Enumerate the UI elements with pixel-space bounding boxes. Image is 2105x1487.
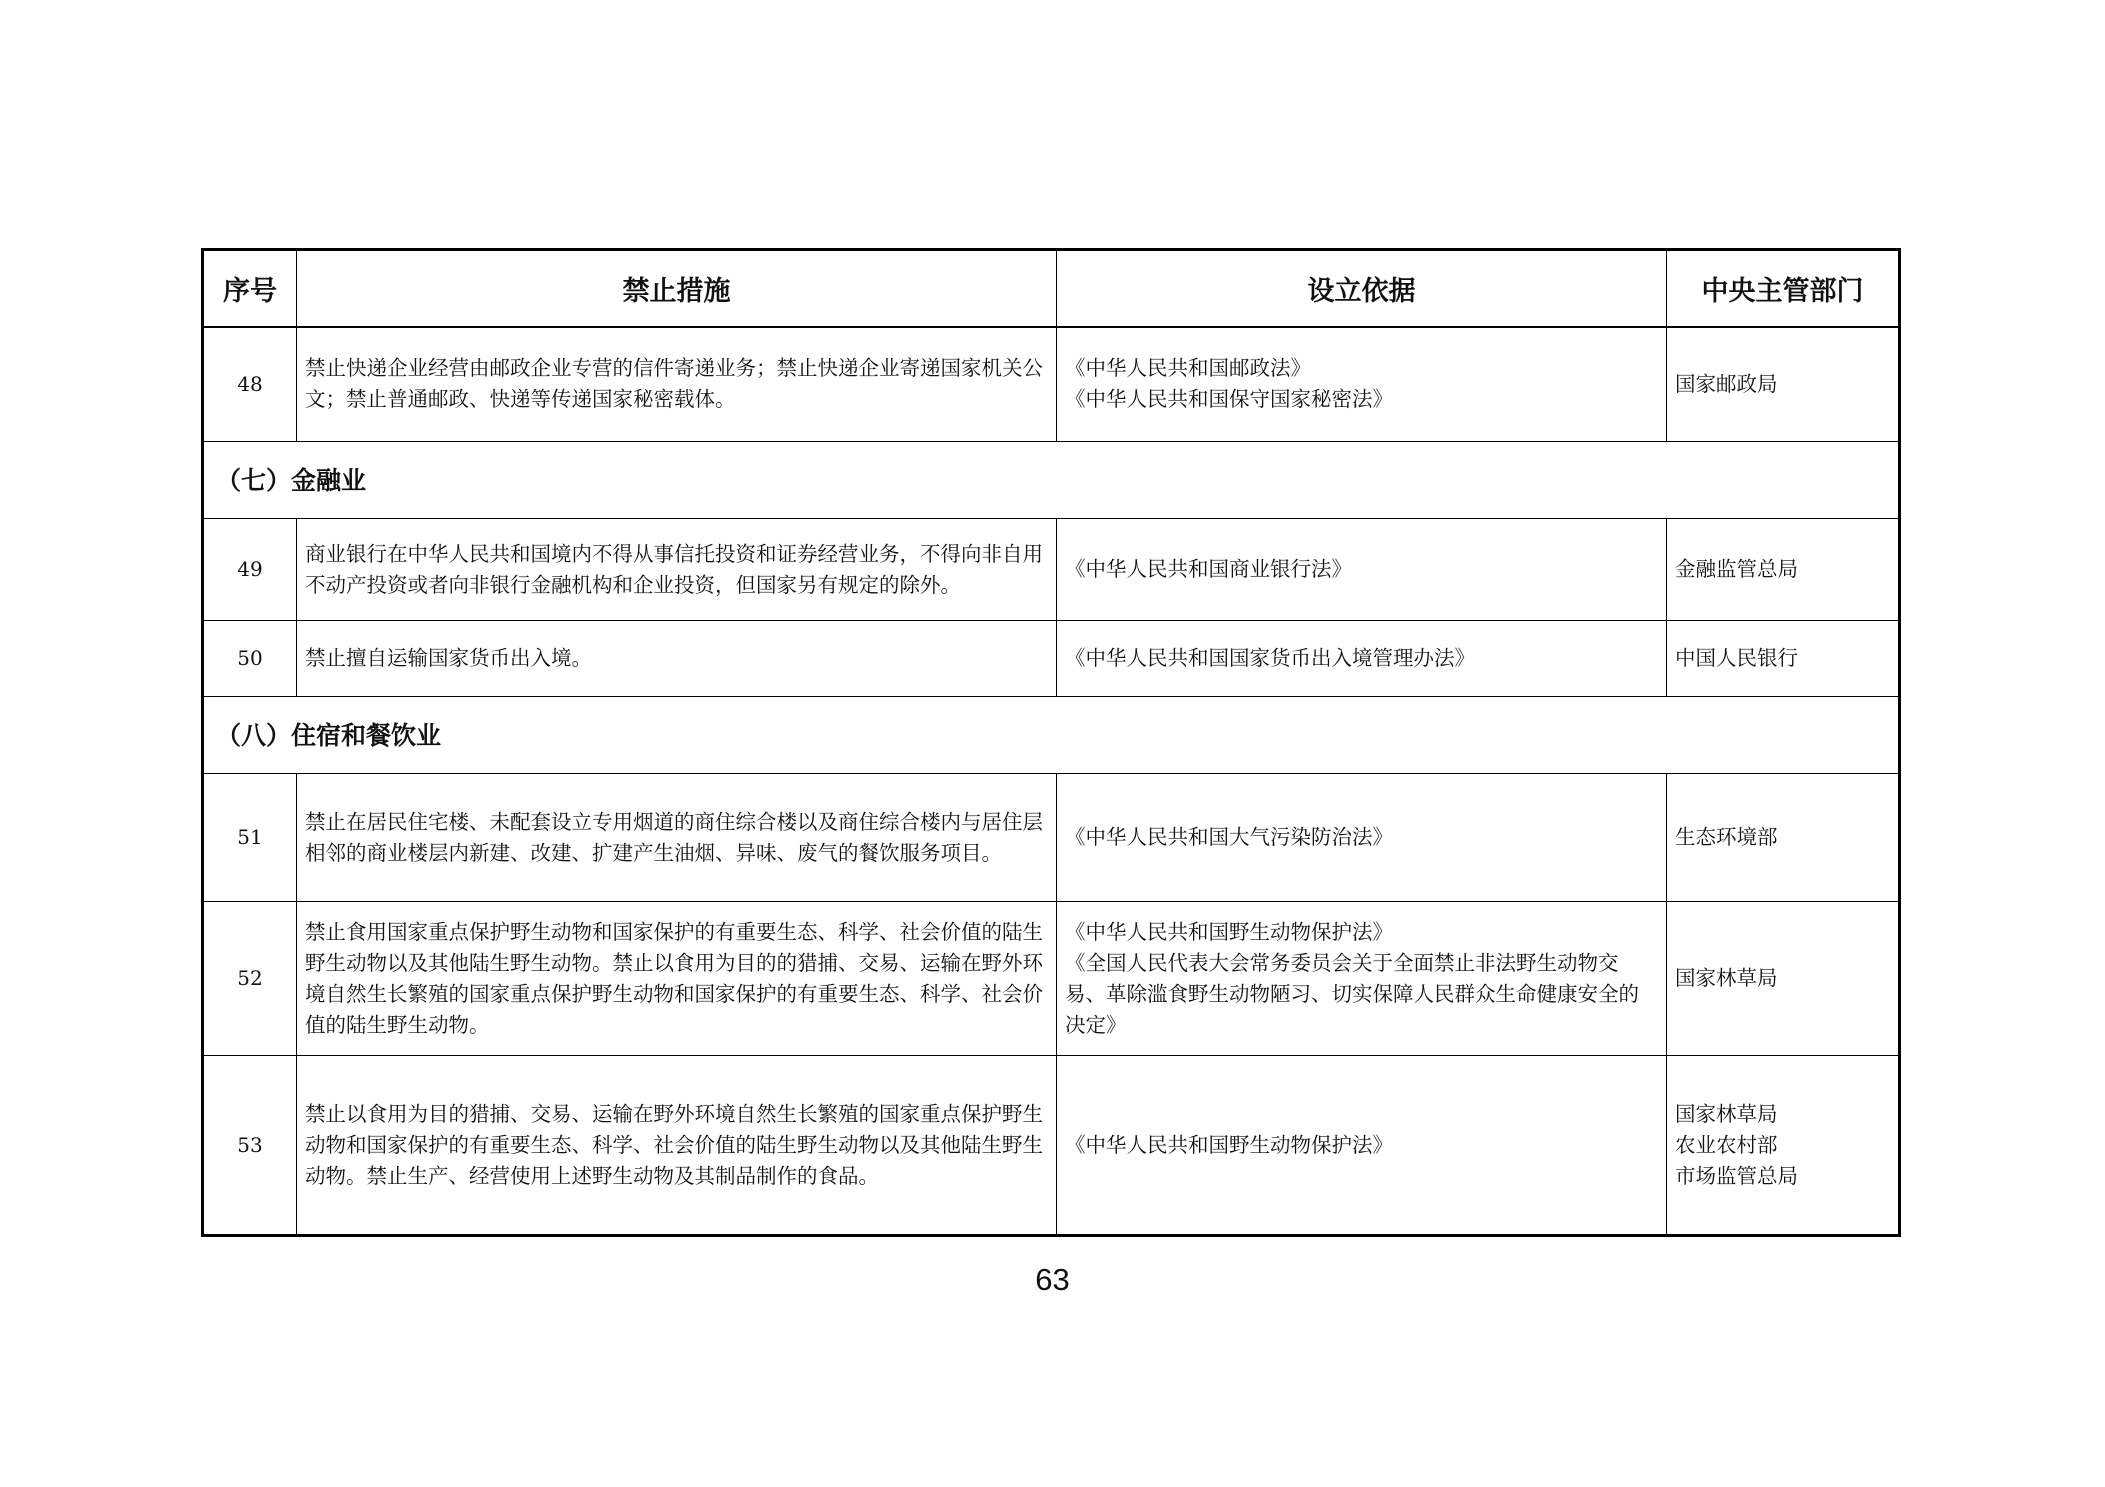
measure-cell: 禁止快递企业经营由邮政企业专营的信件寄递业务；禁止快递企业寄递国家机关公文；禁止普通邮政、快递等传递国家秘密载体。 (297, 327, 1057, 442)
table-row (203, 902, 1900, 1056)
basis-cell (1057, 519, 1667, 621)
row-number: 52 (203, 902, 297, 1056)
dept-cell (1667, 327, 1900, 442)
table-header-row (203, 250, 1900, 327)
measure-cell: 禁止以食用为目的猎捕、交易、运输在野外环境自然生长繁殖的国家重点保护野生动物和国家保护的有重要生态、科学、社会价值的陆生野生动物以及其他陆生野生动物。禁止生产、经营使用上述野生动物及其制品制作的食品。 (297, 1056, 1057, 1236)
prohibition-measures-table (201, 248, 1901, 1237)
section-row (203, 697, 1900, 774)
basis-cell (1057, 774, 1667, 902)
header-measure: 禁止措施 (297, 250, 1057, 327)
table-row (203, 519, 1900, 621)
dept-cell (1667, 621, 1900, 697)
basis-line: 《中华人民共和国国家货币出入境管理办法》 (1065, 646, 1475, 670)
page-number: 63 (1035, 1262, 1070, 1297)
section-row (203, 442, 1900, 519)
row-number: 49 (203, 519, 297, 621)
dept-cell (1667, 902, 1900, 1056)
section-title-finance: （七）金融业 (203, 442, 1900, 519)
table-row (203, 1056, 1900, 1236)
dept-line: 市场监管总局 (1675, 1163, 1798, 1188)
basis-line: 《中华人民共和国大气污染防治法》 (1065, 825, 1393, 849)
section-title-lodging: （八）住宿和餐饮业 (203, 697, 1900, 774)
measure-cell: 禁止擅自运输国家货币出入境。 (297, 621, 1057, 697)
dept-line: 国家林草局 (1675, 966, 1778, 990)
row-number: 48 (203, 327, 297, 442)
basis-line: 《中华人民共和国邮政法》 (1065, 356, 1311, 381)
dept-line: 国家林草局 (1675, 1101, 1778, 1126)
basis-cell (1057, 327, 1667, 442)
table-row (203, 327, 1900, 442)
row-number: 53 (203, 1056, 297, 1236)
table-row (203, 621, 1900, 697)
basis-cell (1057, 621, 1667, 697)
basis-line: 《全国人民代表大会常务委员会关于全面禁止非法野生动物交易、革除滥食野生动物陋习、切实保障人民群众生命健康安全的决定》 (1065, 950, 1639, 1037)
measure-cell: 禁止在居民住宅楼、未配套设立专用烟道的商住综合楼以及商住综合楼内与居住层相邻的商业楼层内新建、改建、扩建产生油烟、异味、废气的餐饮服务项目。 (297, 774, 1057, 902)
dept-cell (1667, 519, 1900, 621)
dept-line: 国家邮政局 (1675, 371, 1778, 396)
table-row (203, 774, 1900, 902)
dept-line: 农业农村部 (1675, 1132, 1778, 1157)
dept-line: 中国人民银行 (1675, 646, 1798, 670)
row-number: 50 (203, 621, 297, 697)
basis-line: 《中华人民共和国野生动物保护法》 (1065, 919, 1393, 944)
header-dept: 中央主管部门 (1667, 250, 1900, 327)
dept-cell (1667, 774, 1900, 902)
basis-line: 《中华人民共和国野生动物保护法》 (1065, 1132, 1393, 1157)
measure-cell: 禁止食用国家重点保护野生动物和国家保护的有重要生态、科学、社会价值的陆生野生动物以及其他陆生野生动物。禁止以食用为目的的猎捕、交易、运输在野外环境自然生长繁殖的国家重点保护野生动物和国家保护的有重要生态、科学、社会价值的陆生野生动物。 (297, 902, 1057, 1056)
dept-line: 金融监管总局 (1675, 557, 1798, 581)
header-no: 序号 (203, 250, 297, 327)
header-basis: 设立依据 (1057, 250, 1667, 327)
basis-line: 《中华人民共和国保守国家秘密法》 (1065, 387, 1393, 412)
measure-cell: 商业银行在中华人民共和国境内不得从事信托投资和证券经营业务，不得向非自用不动产投资或者向非银行金融机构和企业投资，但国家另有规定的除外。 (297, 519, 1057, 621)
row-number: 51 (203, 774, 297, 902)
dept-line: 生态环境部 (1675, 825, 1778, 849)
basis-cell (1057, 1056, 1667, 1236)
dept-cell (1667, 1056, 1900, 1236)
basis-cell (1057, 902, 1667, 1056)
basis-line: 《中华人民共和国商业银行法》 (1065, 557, 1352, 581)
